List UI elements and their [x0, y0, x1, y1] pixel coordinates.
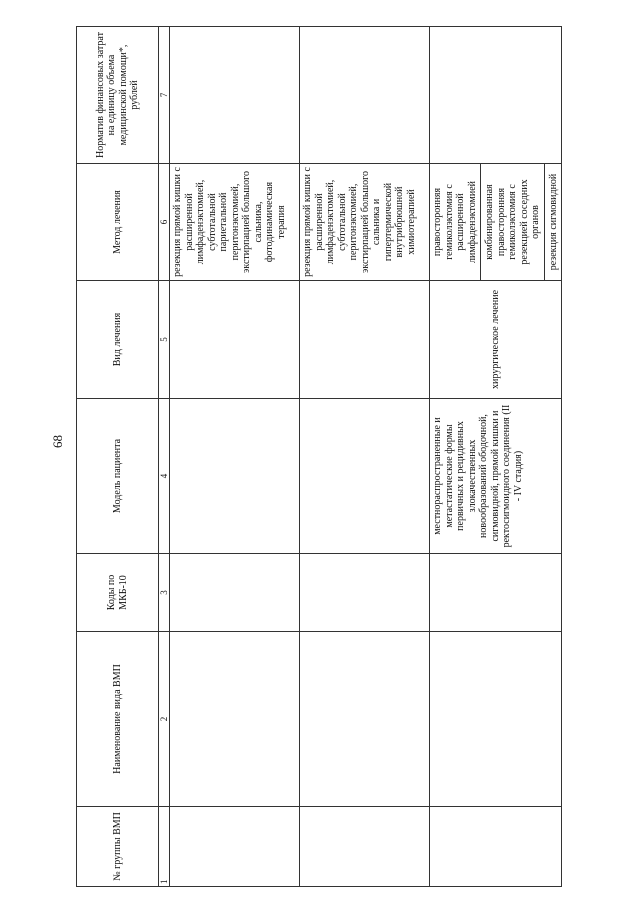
header-patient-model: Модель пациента — [77, 399, 159, 554]
column-number-1: 1 — [159, 807, 170, 887]
column-number-4: 4 — [159, 399, 170, 554]
patient-model-cell: местнораспространенные и метастатические формы первичных и рецидивных злокачественных новообразований ободочной, сигмовидной, прямой кишки и ректосигмоидного соединения (II - IV стадия) — [430, 399, 562, 554]
cell-empty — [430, 632, 562, 807]
table-row — [430, 27, 562, 887]
cell-empty — [170, 632, 300, 807]
header-treatment-type: Вид лечения — [77, 281, 159, 399]
header-mkb-codes: Коды по МКБ-10 — [77, 554, 159, 632]
cell-empty — [170, 554, 300, 632]
cell-empty — [430, 27, 562, 164]
cell-empty — [170, 807, 300, 887]
header-treatment-method: Метод лечения — [77, 164, 159, 281]
header-vmp-name: Наименование вида ВМП — [77, 632, 159, 807]
cell-empty — [300, 399, 430, 554]
page-number: 68 — [50, 435, 65, 448]
rotated-table-container — [76, 27, 562, 887]
header-cost-norm: Норматив финансовых затрат на единицу объема медицинской помощи*, рублей — [77, 27, 159, 164]
column-number-2: 2 — [159, 632, 170, 807]
table-row — [170, 27, 300, 887]
treatment-method-cell: резекция прямой кишки с расширенной лимфаденэктомией, субтотальной перитонэктомией, экстирпацией большого сальника и гипертермической внутрибрюшной химиотерапией — [300, 164, 430, 281]
cell-empty — [300, 281, 430, 399]
cell-empty — [300, 554, 430, 632]
cell-empty — [170, 27, 300, 164]
vmp-table — [76, 26, 562, 887]
cell-empty — [430, 554, 562, 632]
cell-empty — [300, 632, 430, 807]
cell-empty — [300, 807, 430, 887]
method-item: резекция сигмовидной — [544, 164, 560, 280]
table-row — [300, 27, 430, 887]
column-number-6: 6 — [159, 164, 170, 281]
method-item: правосторонняя гемиколэктомия с расширенной лимфаденэктомией — [432, 181, 478, 264]
column-number-7: 7 — [159, 27, 170, 164]
column-number-3: 3 — [159, 554, 170, 632]
treatment-method-cell — [430, 164, 562, 281]
treatment-method-cell: резекция прямой кишки с расширенной лимфаденэктомией, субтотальной париетальной перитонэктомией, экстирпацией большого сальника, фотодинамическая терапия — [170, 164, 300, 281]
cell-empty — [300, 27, 430, 164]
column-number-5: 5 — [159, 281, 170, 399]
treatment-type-cell: хирургическое лечение — [430, 281, 562, 399]
cell-empty — [170, 281, 300, 399]
header-group-no: № группы ВМП — [77, 807, 159, 887]
method-item: комбинированная правосторонняя гемиколэктомия с резекцией соседних органов — [480, 164, 542, 280]
cell-empty — [170, 399, 300, 554]
cell-empty — [430, 807, 562, 887]
